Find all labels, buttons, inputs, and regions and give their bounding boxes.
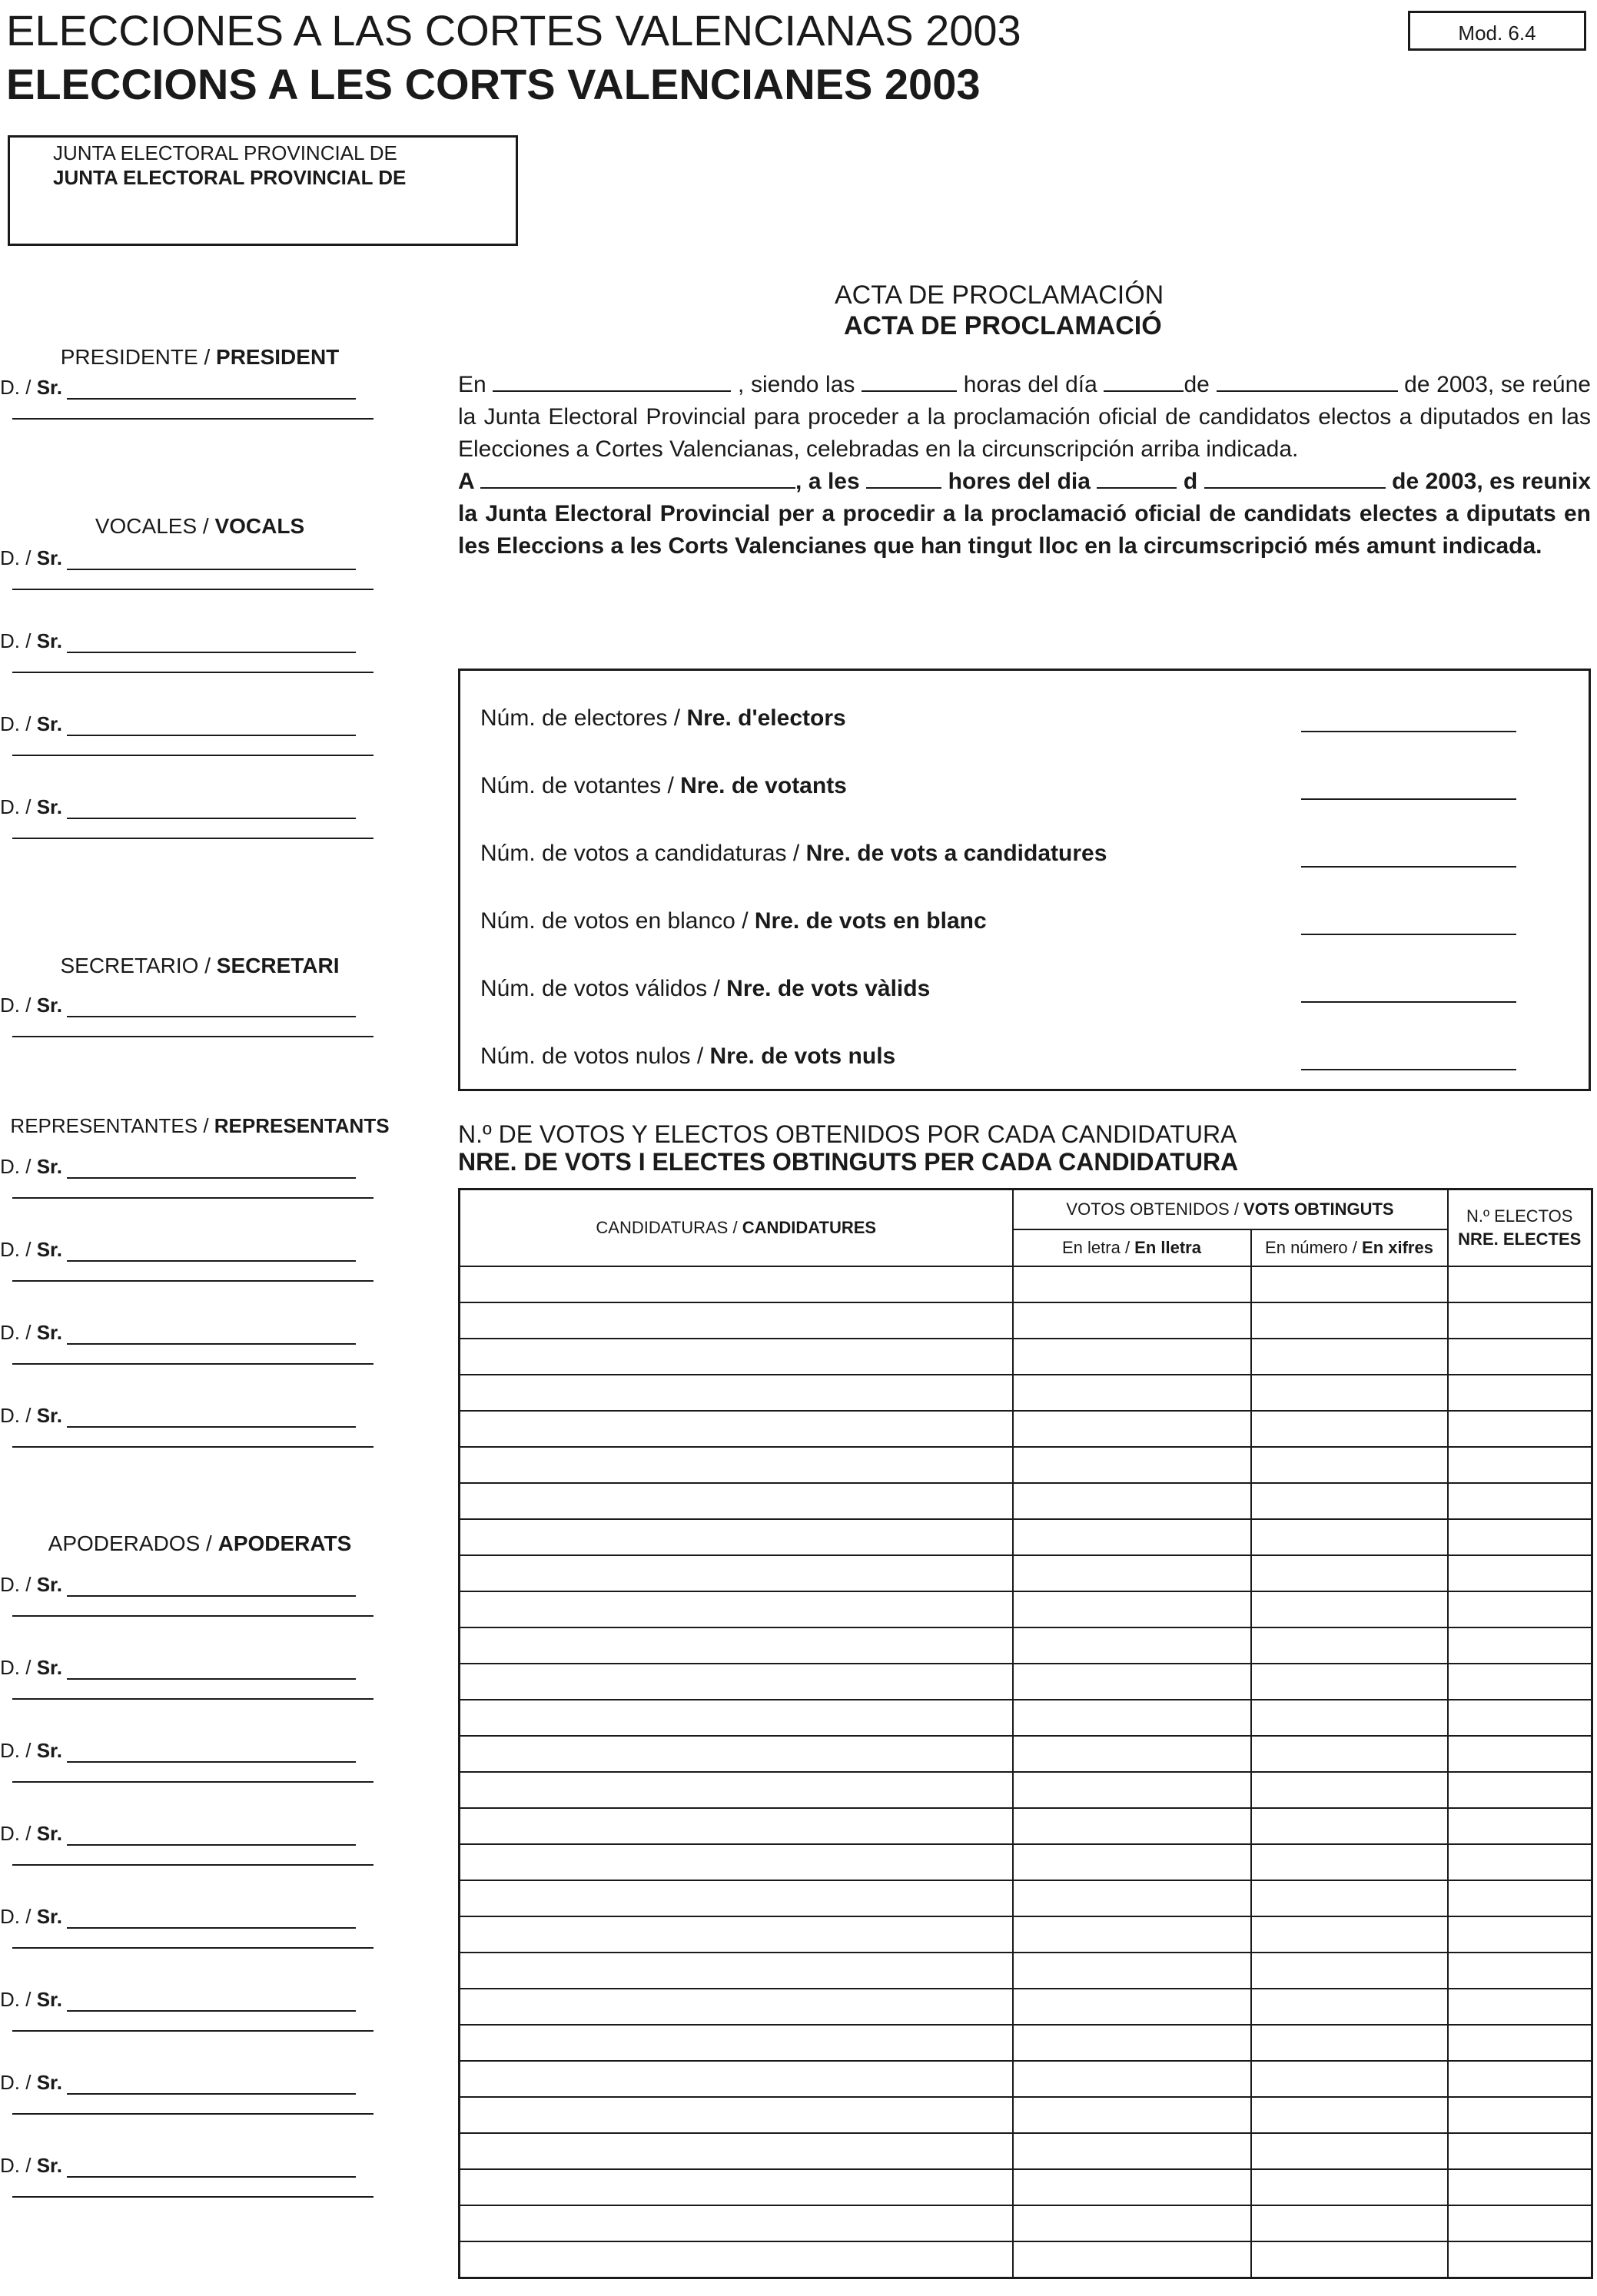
- signature-name-field[interactable]: [67, 716, 356, 736]
- signature-line[interactable]: [12, 1615, 374, 1617]
- table-row: [460, 1700, 1592, 1736]
- candidatura-cell[interactable]: [460, 2025, 1013, 2061]
- signature-name-field[interactable]: [67, 1992, 356, 2012]
- hour-field-va[interactable]: [866, 467, 941, 489]
- table-row: [460, 1844, 1592, 1880]
- table-row: [460, 1519, 1592, 1555]
- paragraph-va: A , a les hores del dia d de 2003, es reunix la Junta Electoral Provincial per a procedir a la proclamació oficial de candidats electes a diputats en les Eleccions a les Corts Valencianes que han tingut lloc en la circumscripció més amunt indicada.: [458, 469, 1592, 559]
- table-row: [460, 1953, 1592, 1989]
- signature-line[interactable]: [12, 2113, 374, 2115]
- table-row: [460, 1483, 1592, 1519]
- votos-numero-cell[interactable]: [1251, 1844, 1448, 1880]
- signature-line[interactable]: [12, 1036, 374, 1037]
- signature-name-field[interactable]: [67, 2158, 356, 2178]
- signature-row: D. / Sr.: [0, 1821, 356, 1846]
- votos-letra-cell[interactable]: [1013, 1339, 1251, 1375]
- paragraph-es: En , siendo las horas del día de de 2003, se reúne la Junta Electoral Provincial para proceder a la proclamación oficial de candidatos electos a diputados en las Elecciones a Cortes Valencianas, celebradas en la circunscripción arriba indicada.: [458, 372, 1591, 462]
- signature-name-field[interactable]: [67, 1242, 356, 1262]
- title-va: ELECCIONS A LES CORTS VALENCIANES 2003: [6, 60, 981, 108]
- acta-title-va: ACTA DE PROCLAMACIÓ: [844, 311, 1162, 340]
- results-title-es: N.º DE VOTOS Y ELECTOS OBTENIDOS POR CADA CANDIDATURA: [458, 1120, 1237, 1148]
- electos-cell[interactable]: [1448, 1591, 1592, 1627]
- table-row: [460, 1880, 1592, 1916]
- count-value-field[interactable]: [1301, 798, 1516, 800]
- electos-cell[interactable]: [1448, 1266, 1592, 1302]
- signature-name-field[interactable]: [67, 997, 356, 1017]
- signature-row: D. / Sr.: [0, 993, 356, 1017]
- day-field-es[interactable]: [1104, 370, 1184, 392]
- signature-line[interactable]: [12, 755, 374, 756]
- candidatura-cell[interactable]: [460, 1375, 1013, 1411]
- votos-letra-cell[interactable]: [1013, 1483, 1251, 1519]
- electos-cell[interactable]: [1448, 1808, 1592, 1844]
- table-row: [460, 1916, 1592, 1953]
- junta-label-va: JUNTA ELECTORAL PROVINCIAL DE: [53, 166, 407, 189]
- signature-row: D. / Sr.: [0, 1237, 356, 1262]
- votos-letra-cell[interactable]: [1013, 1700, 1251, 1736]
- votos-letra-cell[interactable]: [1013, 1989, 1251, 2025]
- candidatura-cell[interactable]: [460, 1483, 1013, 1519]
- signature-line[interactable]: [12, 1781, 374, 1783]
- month-field-es[interactable]: [1217, 370, 1398, 392]
- votos-numero-cell[interactable]: [1251, 1808, 1448, 1844]
- votos-letra-cell[interactable]: [1013, 1519, 1251, 1555]
- electos-cell[interactable]: [1448, 1989, 1592, 2025]
- electos-cell[interactable]: [1448, 1519, 1592, 1555]
- votos-numero-cell[interactable]: [1251, 2133, 1448, 2169]
- signature-line[interactable]: [12, 1698, 374, 1700]
- signature-name-field[interactable]: [67, 1909, 356, 1929]
- votos-letra-cell[interactable]: [1013, 1844, 1251, 1880]
- section-apoderados: APODERADOS / APODERATS: [48, 1531, 352, 1555]
- count-label: Núm. de votos nulos / Nre. de vots nuls: [480, 1043, 896, 1069]
- candidatura-cell[interactable]: [460, 1772, 1013, 1808]
- day-field-va[interactable]: [1097, 467, 1177, 489]
- votos-numero-cell[interactable]: [1251, 1375, 1448, 1411]
- table-row: [460, 1664, 1592, 1700]
- votos-letra-cell[interactable]: [1013, 1664, 1251, 1700]
- signature-name-field[interactable]: [67, 1743, 356, 1763]
- signature-name-field[interactable]: [67, 1577, 356, 1597]
- electos-cell[interactable]: [1448, 1375, 1592, 1411]
- votos-numero-cell[interactable]: [1251, 1627, 1448, 1664]
- junta-box[interactable]: [8, 135, 518, 246]
- table-row: [460, 1411, 1592, 1447]
- candidatura-cell[interactable]: [460, 1844, 1013, 1880]
- signature-name-field[interactable]: [67, 1325, 356, 1345]
- col-en-letra: En letra / En lletra: [1013, 1229, 1251, 1266]
- table-row: [460, 1555, 1592, 1591]
- votos-numero-cell[interactable]: [1251, 1772, 1448, 1808]
- votos-letra-cell[interactable]: [1013, 1555, 1251, 1591]
- table-row: [460, 2061, 1592, 2097]
- signature-line[interactable]: [12, 1197, 374, 1199]
- electos-cell[interactable]: [1448, 2205, 1592, 2241]
- table-row: [460, 1591, 1592, 1627]
- candidatura-cell[interactable]: [460, 1736, 1013, 1772]
- col-electos: N.º ELECTOS NRE. ELECTES: [1448, 1189, 1592, 1267]
- table-row: [460, 1266, 1592, 1302]
- signature-line[interactable]: [12, 1280, 374, 1282]
- candidatura-cell[interactable]: [460, 2241, 1013, 2278]
- table-row: [460, 1736, 1592, 1772]
- votos-numero-cell[interactable]: [1251, 2025, 1448, 2061]
- votos-numero-cell[interactable]: [1251, 1411, 1448, 1447]
- table-row: [460, 2205, 1592, 2241]
- table-row: [460, 1808, 1592, 1844]
- candidatura-cell[interactable]: [460, 1880, 1013, 1916]
- table-row: [460, 2133, 1592, 2169]
- model-badge: Mod. 6.4: [1408, 11, 1586, 51]
- count-value-field[interactable]: [1301, 934, 1516, 935]
- signature-line[interactable]: [12, 1363, 374, 1365]
- votos-letra-cell[interactable]: [1013, 2133, 1251, 2169]
- signature-row: D. / Sr.: [0, 375, 356, 400]
- candidatura-cell[interactable]: [460, 1555, 1013, 1591]
- votos-letra-cell[interactable]: [1013, 1772, 1251, 1808]
- votos-numero-cell[interactable]: [1251, 2241, 1448, 2278]
- signature-line[interactable]: [12, 672, 374, 673]
- signature-line[interactable]: [12, 1446, 374, 1448]
- electos-cell[interactable]: [1448, 1664, 1592, 1700]
- section-representantes: REPRESENTANTES / REPRESENTANTS: [10, 1114, 390, 1137]
- signature-row: D. / Sr.: [0, 1904, 356, 1929]
- votos-letra-cell[interactable]: [1013, 1591, 1251, 1627]
- signature-line[interactable]: [12, 589, 374, 590]
- votos-letra-cell[interactable]: [1013, 1953, 1251, 1989]
- electos-cell[interactable]: [1448, 1772, 1592, 1808]
- signature-line[interactable]: [12, 2196, 374, 2198]
- acta-title-es: ACTA DE PROCLAMACIÓN: [835, 280, 1164, 310]
- votos-numero-cell[interactable]: [1251, 1591, 1448, 1627]
- candidatura-cell[interactable]: [460, 1700, 1013, 1736]
- signature-name-field[interactable]: [67, 633, 356, 653]
- signature-line[interactable]: [12, 418, 374, 420]
- votos-letra-cell[interactable]: [1013, 1916, 1251, 1953]
- count-label: Núm. de votantes / Nre. de votants: [480, 773, 847, 798]
- results-title-va: NRE. DE VOTS I ELECTES OBTINGUTS PER CADA CANDIDATURA: [458, 1148, 1239, 1176]
- col-en-numero: En número / En xifres: [1251, 1229, 1448, 1266]
- section-secretario: SECRETARIO / SECRETARI: [60, 954, 340, 977]
- candidatura-cell[interactable]: [460, 1953, 1013, 1989]
- votos-numero-cell[interactable]: [1251, 1916, 1448, 1953]
- signature-name-field[interactable]: [67, 1408, 356, 1428]
- votos-numero-cell[interactable]: [1251, 1555, 1448, 1591]
- candidatura-cell[interactable]: [460, 1627, 1013, 1664]
- signature-name-field[interactable]: [67, 2075, 356, 2095]
- count-label: Núm. de electores / Nre. d'electors: [480, 705, 846, 731]
- candidatura-cell[interactable]: [460, 1339, 1013, 1375]
- signature-line[interactable]: [12, 2030, 374, 2032]
- votos-numero-cell[interactable]: [1251, 1483, 1448, 1519]
- section-presidente: PRESIDENTE / PRESIDENT: [60, 345, 340, 369]
- table-row: [460, 2241, 1592, 2278]
- candidatura-cell[interactable]: [460, 1808, 1013, 1844]
- votos-letra-cell[interactable]: [1013, 1375, 1251, 1411]
- table-row: [460, 1447, 1592, 1483]
- candidatura-cell[interactable]: [460, 1447, 1013, 1483]
- results-table: [458, 1188, 1593, 2279]
- table-row: [460, 1375, 1592, 1411]
- votos-letra-cell[interactable]: [1013, 2097, 1251, 2133]
- table-row: [460, 2097, 1592, 2133]
- candidatura-cell[interactable]: [460, 1519, 1013, 1555]
- signature-row: D. / Sr.: [0, 1987, 356, 2012]
- signature-row: D. / Sr.: [0, 1738, 356, 1763]
- table-row: [460, 1627, 1592, 1664]
- candidatura-cell[interactable]: [460, 1989, 1013, 2025]
- votos-numero-cell[interactable]: [1251, 1519, 1448, 1555]
- signature-row: D. / Sr.: [0, 629, 356, 653]
- month-field-va[interactable]: [1204, 467, 1386, 489]
- electos-cell[interactable]: [1448, 1844, 1592, 1880]
- electos-cell[interactable]: [1448, 1302, 1592, 1339]
- table-row: [460, 1339, 1592, 1375]
- votos-numero-cell[interactable]: [1251, 1664, 1448, 1700]
- votos-letra-cell[interactable]: [1013, 1266, 1251, 1302]
- votos-numero-cell[interactable]: [1251, 1700, 1448, 1736]
- votos-numero-cell[interactable]: [1251, 1880, 1448, 1916]
- electos-cell[interactable]: [1448, 2241, 1592, 2278]
- signature-line[interactable]: [12, 838, 374, 839]
- votos-numero-cell[interactable]: [1251, 1302, 1448, 1339]
- electos-cell[interactable]: [1448, 1411, 1592, 1447]
- col-votos: VOTOS OBTENIDOS / VOTS OBTINGUTS: [1013, 1189, 1448, 1230]
- votos-letra-cell[interactable]: [1013, 2241, 1251, 2278]
- candidatura-cell[interactable]: [460, 2097, 1013, 2133]
- electos-cell[interactable]: [1448, 2097, 1592, 2133]
- junta-label-es: JUNTA ELECTORAL PROVINCIAL DE: [53, 141, 397, 164]
- table-row: [460, 2025, 1592, 2061]
- votos-letra-cell[interactable]: [1013, 1808, 1251, 1844]
- signature-row: D. / Sr.: [0, 546, 356, 570]
- votos-letra-cell[interactable]: [1013, 1736, 1251, 1772]
- electos-cell[interactable]: [1448, 1339, 1592, 1375]
- candidatura-cell[interactable]: [460, 2169, 1013, 2205]
- electos-cell[interactable]: [1448, 1953, 1592, 1989]
- candidatura-cell[interactable]: [460, 1266, 1013, 1302]
- count-value-field[interactable]: [1301, 1069, 1516, 1070]
- signature-name-field[interactable]: [67, 1159, 356, 1179]
- electos-cell[interactable]: [1448, 1700, 1592, 1736]
- votos-letra-cell[interactable]: [1013, 2205, 1251, 2241]
- signature-row: D. / Sr.: [0, 712, 356, 736]
- electos-cell[interactable]: [1448, 1916, 1592, 1953]
- signature-row: D. / Sr.: [0, 795, 356, 819]
- votos-numero-cell[interactable]: [1251, 2061, 1448, 2097]
- electos-cell[interactable]: [1448, 1736, 1592, 1772]
- table-row: [460, 1772, 1592, 1808]
- votos-letra-cell[interactable]: [1013, 1447, 1251, 1483]
- candidatura-cell[interactable]: [460, 1664, 1013, 1700]
- col-candidaturas: CANDIDATURAS / CANDIDATURES: [460, 1189, 1013, 1267]
- votos-numero-cell[interactable]: [1251, 1953, 1448, 1989]
- place-field-va[interactable]: [480, 467, 795, 489]
- signature-name-field[interactable]: [67, 799, 356, 819]
- signature-name-field[interactable]: [67, 1660, 356, 1680]
- votos-numero-cell[interactable]: [1251, 1736, 1448, 1772]
- candidatura-cell[interactable]: [460, 1916, 1013, 1953]
- candidatura-cell[interactable]: [460, 2205, 1013, 2241]
- section-vocales: VOCALES / VOCALS: [95, 514, 305, 538]
- electos-cell[interactable]: [1448, 2169, 1592, 2205]
- votos-letra-cell[interactable]: [1013, 1302, 1251, 1339]
- votos-letra-cell[interactable]: [1013, 2169, 1251, 2205]
- signature-row: D. / Sr.: [0, 2070, 356, 2095]
- signature-row: D. / Sr.: [0, 1572, 356, 1597]
- electos-cell[interactable]: [1448, 1880, 1592, 1916]
- signature-name-field[interactable]: [67, 1826, 356, 1846]
- signature-name-field[interactable]: [67, 550, 356, 570]
- count-label: Núm. de votos en blanco / Nre. de vots en blanc: [480, 908, 987, 934]
- votos-letra-cell[interactable]: [1013, 2061, 1251, 2097]
- votos-letra-cell[interactable]: [1013, 2025, 1251, 2061]
- count-value-field[interactable]: [1301, 731, 1516, 732]
- votos-numero-cell[interactable]: [1251, 1266, 1448, 1302]
- signature-row: D. / Sr.: [0, 1655, 356, 1680]
- table-row: [460, 2169, 1592, 2205]
- place-field-es[interactable]: [493, 370, 731, 392]
- votos-numero-cell[interactable]: [1251, 2169, 1448, 2205]
- counts-box: [458, 669, 1591, 1091]
- signature-name-field[interactable]: [67, 380, 356, 400]
- count-label: Núm. de votos válidos / Nre. de vots vàlids: [480, 976, 931, 1001]
- electos-cell[interactable]: [1448, 1447, 1592, 1483]
- signature-row: D. / Sr.: [0, 1154, 356, 1179]
- signature-line[interactable]: [12, 1864, 374, 1866]
- votos-numero-cell[interactable]: [1251, 2205, 1448, 2241]
- votos-numero-cell[interactable]: [1251, 1989, 1448, 2025]
- table-row: [460, 1302, 1592, 1339]
- candidatura-cell[interactable]: [460, 2061, 1013, 2097]
- electos-cell[interactable]: [1448, 1555, 1592, 1591]
- votos-numero-cell[interactable]: [1251, 2097, 1448, 2133]
- title-es: ELECCIONES A LAS CORTES VALENCIANAS 2003: [6, 6, 1021, 55]
- count-value-field[interactable]: [1301, 1001, 1516, 1003]
- electos-cell[interactable]: [1448, 2025, 1592, 2061]
- signature-line[interactable]: [12, 1947, 374, 1949]
- votos-letra-cell[interactable]: [1013, 1880, 1251, 1916]
- votos-numero-cell[interactable]: [1251, 1447, 1448, 1483]
- electos-cell[interactable]: [1448, 1627, 1592, 1664]
- candidatura-cell[interactable]: [460, 1591, 1013, 1627]
- electos-cell[interactable]: [1448, 2061, 1592, 2097]
- candidatura-cell[interactable]: [460, 1302, 1013, 1339]
- signature-row: D. / Sr.: [0, 1403, 356, 1428]
- electos-cell[interactable]: [1448, 1483, 1592, 1519]
- count-value-field[interactable]: [1301, 866, 1516, 868]
- signature-row: D. / Sr.: [0, 2153, 356, 2178]
- count-label: Núm. de votos a candidaturas / Nre. de vots a candidatures: [480, 841, 1107, 866]
- votos-letra-cell[interactable]: [1013, 1411, 1251, 1447]
- signature-row: D. / Sr.: [0, 1320, 356, 1345]
- table-row: [460, 1989, 1592, 2025]
- votos-numero-cell[interactable]: [1251, 1339, 1448, 1375]
- hour-field-es[interactable]: [862, 370, 957, 392]
- electos-cell[interactable]: [1448, 2133, 1592, 2169]
- candidatura-cell[interactable]: [460, 2133, 1013, 2169]
- candidatura-cell[interactable]: [460, 1411, 1013, 1447]
- votos-letra-cell[interactable]: [1013, 1627, 1251, 1664]
